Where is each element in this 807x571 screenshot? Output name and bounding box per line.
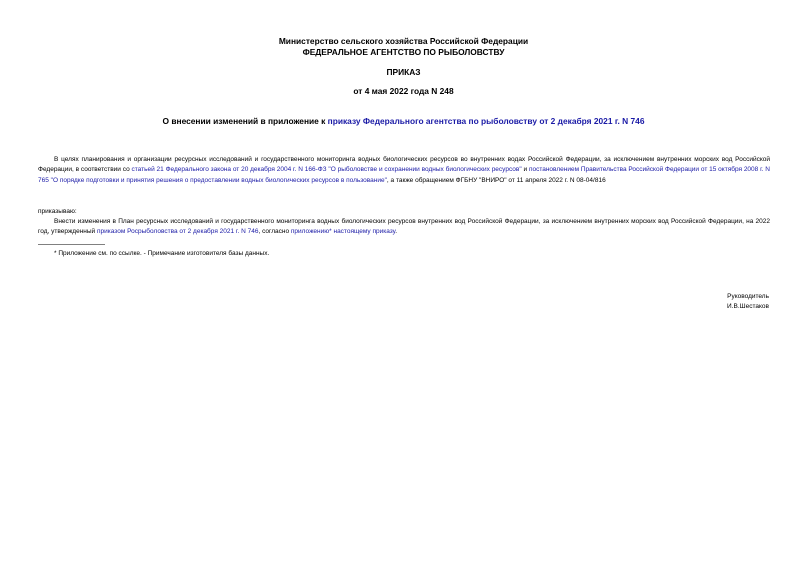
document-type: ПРИКАЗ bbox=[386, 67, 421, 77]
paragraph-order bbox=[38, 217, 770, 238]
signature-name: И.В.Шестаков bbox=[727, 303, 769, 310]
document-header bbox=[0, 36, 807, 57]
footnote-divider bbox=[38, 244, 105, 245]
preamble-text-3: , а также обращением ФГБНУ "ВНИРО" от 11 апреля 2022 г. N 08-04/816 bbox=[386, 176, 606, 184]
order-link[interactable]: приказом Росрыболовства от 2 декабря 2021 г. N 746 bbox=[97, 228, 259, 236]
appendix-link[interactable]: приложению* настоящему приказу bbox=[290, 228, 396, 236]
paragraph-preamble bbox=[38, 155, 770, 186]
order-text-2: , согласно bbox=[258, 228, 291, 236]
subject-text: О внесении изменений в приложение к bbox=[162, 116, 328, 126]
document-subject bbox=[0, 116, 807, 126]
preamble-text-1: В целях планирования и организации ресурсных исследований и государственного мониторинга водных биологических ресурсов во внутренних водах Российской Федерации, за исключением внутренних морских вод Российской Федерации, в соответствии со bbox=[38, 156, 770, 174]
law-link[interactable]: статьей 21 Федерального закона от 20 декабря 2004 г. N 166-ФЗ "О рыболовстве и сохранении водных биологических ресурсов" bbox=[131, 166, 522, 174]
order-text-1: Внести изменения в План ресурсных исследований и государственного мониторинга водных биологических ресурсов внутренних вод Российской Федерации, за исключением внутренних морских вод Российской Федерации, на 2022 год, утвержденный bbox=[38, 218, 770, 236]
document-date-number: от 4 мая 2022 года N 248 bbox=[353, 86, 454, 96]
subject-link[interactable]: приказу Федерального агентства по рыболовству от 2 декабря 2021 г. N 746 bbox=[327, 116, 645, 126]
agency-name: ФЕДЕРАЛЬНОЕ АГЕНТСТВО ПО РЫБОЛОВСТВУ bbox=[302, 46, 505, 57]
paragraph-order-word: приказываю: bbox=[38, 208, 77, 215]
signature-position: Руководитель bbox=[727, 293, 769, 300]
footnote: * Приложение см. по ссылке. - Примечание изготовителя базы данных. bbox=[54, 250, 270, 257]
resolution-link[interactable]: постановлением Правительства Российской Федерации от 15 октября 2008 г. N 765 "О порядке подготовки и принятия решения о предоставлении водных биологических ресурсов в пользование" bbox=[38, 166, 770, 184]
order-text-3: . bbox=[395, 228, 398, 236]
preamble-text-2: и bbox=[521, 166, 529, 174]
ministry-name: Министерство сельского хозяйства Российской Федерации bbox=[278, 36, 529, 46]
